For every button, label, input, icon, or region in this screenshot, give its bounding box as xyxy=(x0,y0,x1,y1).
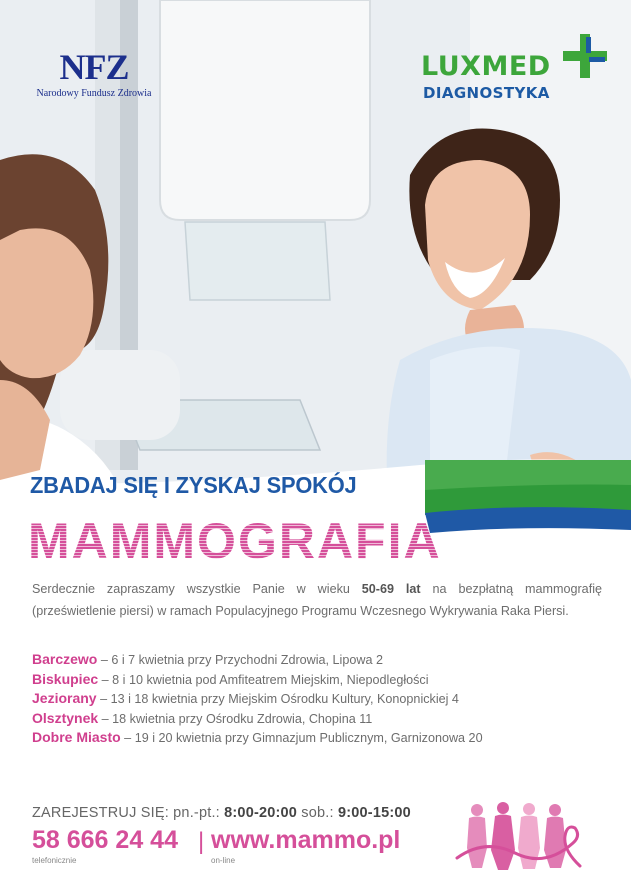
nfz-logo-mark: NFZ xyxy=(59,47,129,87)
location-details: – 8 i 10 kwietnia pod Amfiteatrem Miejskim, Niepodległości xyxy=(98,672,429,687)
headline: ZBADAJ SIĘ I ZYSKAJ SPOKÓJ xyxy=(30,472,357,498)
location-item xyxy=(32,728,612,748)
registration-hours xyxy=(32,805,411,821)
luxmed-logo-sub: DIAGNOSTYKA xyxy=(423,84,550,102)
website-link[interactable]: www.mammo.pl xyxy=(211,826,401,854)
registration-label: ZAREJESTRUJ SIĘ: xyxy=(32,805,174,821)
intro-line-2: (prześwietlenie piersi) w ramach Populacyjnego Programu Wczesnego Wykrywania Raka Piersi. xyxy=(32,604,569,618)
location-item xyxy=(32,670,612,690)
location-item xyxy=(32,650,612,670)
intro-line-1-end: na bezpłatną mammografię xyxy=(420,582,602,596)
location-details: – 18 kwietnia przy Ośrodku Zdrowia, Chopina 11 xyxy=(98,711,373,726)
luxmed-logo-name: LUXMED xyxy=(421,51,551,82)
nfz-logo xyxy=(24,48,164,99)
location-city: Biskupiec xyxy=(32,670,99,687)
location-item xyxy=(32,689,612,709)
contact-separator: | xyxy=(198,828,205,855)
saturday-label: sob.: xyxy=(297,805,338,821)
luxmed-logo xyxy=(421,34,621,102)
location-details: – 6 i 7 kwietnia przy Przychodni Zdrowia, Lipowa 2 xyxy=(97,653,383,667)
location-city: Jeziorany xyxy=(32,690,97,706)
weekdays-label: pn.-pt.: xyxy=(173,805,225,821)
location-details: – 19 i 20 kwietnia przy Gimnazjum Publicznym, Garnizonowa 20 xyxy=(120,731,483,745)
intro-age-range: 50-69 lat xyxy=(361,582,421,596)
phone-number[interactable]: 58 666 24 44 xyxy=(32,826,178,854)
locations-list xyxy=(32,650,612,748)
nfz-logo-name: Narodowy Fundusz Zdrowia xyxy=(36,88,152,99)
luxmed-cross-icon xyxy=(563,34,607,78)
saturday-hours: 9:00-15:00 xyxy=(337,805,411,821)
intro-text xyxy=(32,578,602,622)
location-city: Dobre Miasto xyxy=(32,729,121,745)
location-details: – 13 i 18 kwietnia przy Miejskim Ośrodku Kultury, Konopnickiej 4 xyxy=(96,692,459,706)
website-caption: on-line xyxy=(211,856,236,865)
phone-caption: telefonicznie xyxy=(32,856,77,865)
location-city: Barczewo xyxy=(32,651,98,667)
weekdays-hours: 8:00-20:00 xyxy=(224,805,298,821)
women-ribbon-icon xyxy=(455,798,585,873)
title-mammografia: MAMMOGRAFIA xyxy=(28,513,442,569)
intro-line-1 xyxy=(32,578,602,600)
location-city: Olsztynek xyxy=(32,709,99,726)
intro-line-1-start: Serdecznie zapraszamy wszystkie Panie w wieku xyxy=(32,582,362,596)
location-item xyxy=(32,709,612,729)
